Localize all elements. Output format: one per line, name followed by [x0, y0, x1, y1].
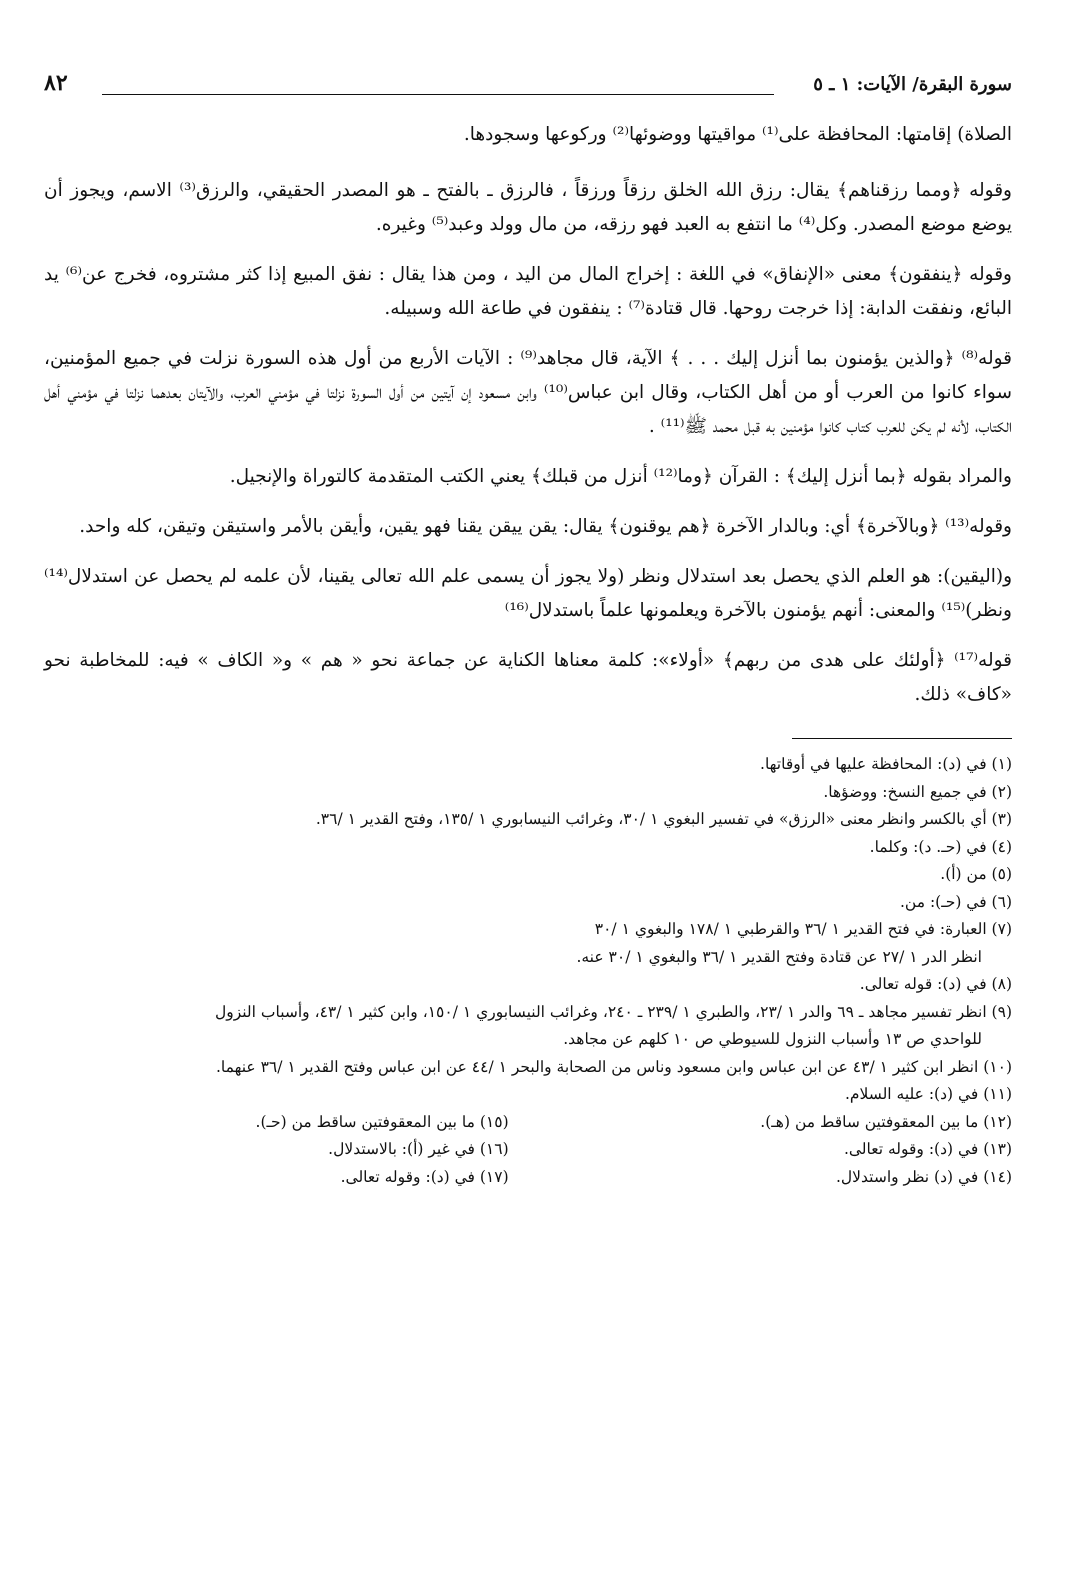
paragraph: و(اليقين): هو العلم الذي يحصل بعد استدلال ونظر (ولا يجوز أن يسمى علم الله تعالى يقينا، لأن علمه لم يحصل عن استدلال⁽¹⁴⁾ ونظر)⁽¹⁵⁾ والمعنى: أنهم يؤمنون بالآخرة ويعلمونها علماً باستدلال⁽¹⁶⁾ — [44, 566, 1012, 621]
footnote: (١٥) ما بين المعقوفتين ساقط من (حـ). — [255, 1112, 509, 1131]
paragraph: قوله⁽⁸⁾ ﴿والذين يؤمنون بما أنزل إليك . . . ﴾ الآية، قال مجاهد⁽⁹⁾ : الآيات الأربع من أول هذه السورة نزلت في جميع المؤمنين، سواء كانوا من العرب أو من أهل الكتاب، وقال ابن عباس⁽¹⁰⁾ وابن مسعود إن آيتين من أول السورة نزلتا في مؤمني العرب، والآيتان بعدهما نزلتا في مؤمني أهل الكتاب، لأنه لم يكن للعرب كتاب كانوا مؤمنين به قبل محمد ﷺ⁽¹¹⁾ . — [44, 348, 1012, 437]
header-rule — [102, 94, 774, 95]
footnote-column-left — [44, 1081, 509, 1191]
footnote-continuation — [44, 1026, 1012, 1054]
page — [44, 70, 1012, 1191]
footnote-columns — [44, 1081, 1012, 1191]
footnote: (٩) انظر تفسير مجاهد ـ ٦٩ والدر ١ /٢٣، والطبري ١ /٢٣٩ ـ ٢٤٠، وغرائب النيسابوري ١ /١٥٠، وابن كثير ١ /٤٣، وأسباب النزول — [214, 1002, 1012, 1021]
footnote: (٧) العبارة: في فتح القدير ١ /٣٦ والقرطبي ١ /١٧٨ والبغوي ١ /٣٠ — [594, 920, 1012, 938]
footnote-spacer — [44, 1081, 509, 1109]
page-number: ٨٢ — [44, 70, 68, 96]
footnote: (٦) في (حـ): من. — [899, 892, 1012, 911]
paragraph: والمراد بقوله ﴿بما أنزل إليك﴾ : القرآن ﴿وما⁽¹²⁾ أنزل من قبلك﴾ يعني الكتب المتقدمة كالتوراة والإنجيل. — [229, 466, 1012, 487]
body-text — [44, 118, 1012, 712]
footnote-continuation-text: انظر الدر ١ /٢٧ عن قتادة وفتح القدير ١ /٣٦ والبغوي ١ /٣٠ عنه. — [576, 947, 982, 966]
footnote-continuation — [44, 944, 1012, 972]
paragraph: وقوله ﴿ينفقون﴾ معنى «الإنفاق» في اللغة : إخراج المال من اليد ، ومن هذا يقال : نفق المبيع إذا كثر مشتروه، فخرج عن⁽⁶⁾ يد البائع، ونفقت الدابة: إذا خرجت روحها. قال قتادة⁽⁷⁾ : ينفقون في طاعة الله وسبيله. — [44, 264, 1012, 319]
footnotes — [44, 751, 1012, 1191]
footnote: (٢) في جميع النسخ: ووضؤها. — [823, 782, 1012, 801]
footnote: (٥) من (أ). — [940, 865, 1012, 883]
footnote: (١٢) ما بين المعقوفتين ساقط من (هـ). — [760, 1112, 1012, 1131]
paragraph: وقوله ﴿ومما رزقناهم﴾ يقال: رزق الله الخلق رزقاً ورزقاً ، فالرزق ـ بالفتح ـ هو المصدر الحقيقي، والرزق⁽³⁾ الاسم، ويجوز أن يوضع موضع المصدر. وكل⁽⁴⁾ ما انتفع به العبد فهو رزقه، من مال وولد وعبد⁽⁵⁾ وغيره. — [44, 180, 1012, 235]
footnote: (٣) أي بالكسر وانظر معنى «الرزق» في تفسير البغوي ١ /٣٠، وغرائب النيسابوري ١ /١٣٥، وفتح القدير ١ /٣٦. — [315, 810, 1012, 828]
footnote: (٤) في (حـ. د): وكلما. — [869, 837, 1012, 856]
footnote-continuation-text: للواحدي ص ١٣ وأسباب النزول للسيوطي ص ١٠ كلهم عن مجاهد. — [563, 1030, 982, 1048]
page-header — [44, 70, 1012, 110]
paragraph: قوله⁽¹⁷⁾ ﴿أولئك على هدى من ربهم﴾ «أولاء»: كلمة معناها الكناية عن جماعة نحو « هم » و« الكاف » فيه: للمخاطبة نحو «كاف» ذلك. — [44, 650, 1012, 705]
footnote: (٨) في (د): قوله تعالى. — [859, 975, 1012, 993]
footnote-separator — [792, 738, 1012, 739]
footnote: (١٦) في غير (أ): بالاستدلال. — [328, 1140, 509, 1158]
footnote: (١٤) في (د) نظر واستدلال. — [835, 1167, 1012, 1186]
running-title: سورة البقرة/ الآيات: ١ ـ ٥ — [813, 74, 1012, 95]
footnote: (١) في (د): المحافظة عليها في أوقاتها. — [760, 755, 1012, 773]
footnote: (١٣) في (د): وقوله تعالى. — [843, 1140, 1012, 1158]
footnote: (١٠) انظر ابن كثير ١ /٤٣ عن ابن عباس وابن مسعود وناس من الصحابة والبحر ١ /٤٤ عن ابن عباس وفتح القدير ١ /٣٦ عنهما. — [215, 1057, 1012, 1076]
footnote-column-right — [509, 1081, 1012, 1191]
footnote: (١٧) في (د): وقوله تعالى. — [340, 1167, 509, 1186]
paragraph: وقوله⁽¹³⁾ ﴿وبالآخرة﴾ أي: وبالدار الآخرة ﴿هم يوقنون﴾ يقال: يقن ييقن يقنا فهو يقين، وأيقن بالأمر واستيقن وتيقن، كله واحد. — [79, 516, 1012, 537]
footnote: (١١) في (د): عليه السلام. — [844, 1085, 1012, 1103]
paragraph: الصلاة) إقامتها: المحافظة على⁽¹⁾ مواقيتها ووضوئها⁽²⁾ وركوعها وسجودها. — [463, 124, 1012, 145]
